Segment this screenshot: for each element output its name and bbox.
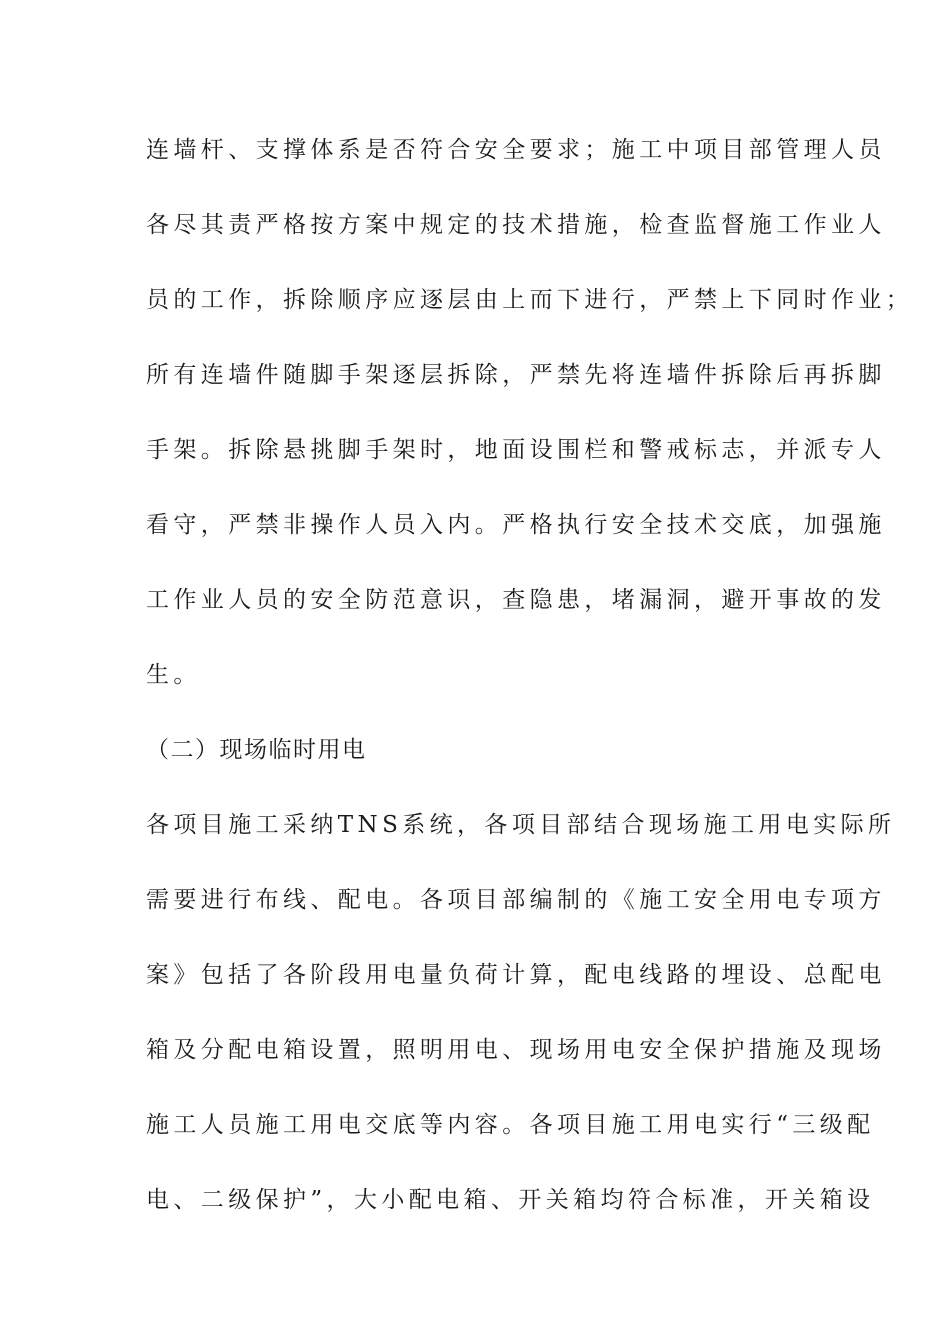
paragraph-1-line-2: 各尽其责严格按方案中规定的技术措施，检查监督施工作业人	[146, 212, 886, 238]
paragraph-1-line-7: 工作业人员的安全防范意识，查隐患，堵漏洞，避开事故的发	[146, 587, 886, 613]
paragraph-1-line-1: 连墙杆、支撑体系是否符合安全要求；施工中项目部管理人员	[146, 137, 886, 163]
paragraph-1-line-6: 看守，严禁非操作人员入内。严格执行安全技术交底，加强施	[146, 512, 886, 538]
section-heading: （二）现场临时用电	[146, 737, 367, 763]
paragraph-2-line-3: 案》包括了各阶段用电量负荷计算，配电线路的埋设、总配电	[146, 962, 886, 988]
paragraph-1-line-3: 员的工作，拆除顺序应逐层由上而下进行，严禁上下同时作业；	[146, 287, 914, 313]
paragraph-1-line-5: 手架。拆除悬挑脚手架时，地面设围栏和警戒标志，并派专人	[146, 437, 886, 463]
paragraph-2-line-2: 需要进行布线、配电。各项目部编制的《施工安全用电专项方	[146, 887, 886, 913]
paragraph-2-line-1: 各项目施工采纳TNS系统，各项目部结合现场施工用电实际所	[146, 812, 896, 838]
paragraph-1-line-8: 生。	[146, 662, 201, 688]
paragraph-2-line-6: 电、二级保护”，大小配电箱、开关箱均符合标准，开关箱设	[146, 1187, 875, 1213]
paragraph-2-line-5: 施工人员施工用电交底等内容。各项目施工用电实行“三级配	[146, 1112, 875, 1138]
paragraph-2-line-4: 箱及分配电箱设置，照明用电、现场用电安全保护措施及现场	[146, 1037, 886, 1063]
paragraph-1-line-4: 所有连墙件随脚手架逐层拆除，严禁先将连墙件拆除后再拆脚	[146, 362, 886, 388]
